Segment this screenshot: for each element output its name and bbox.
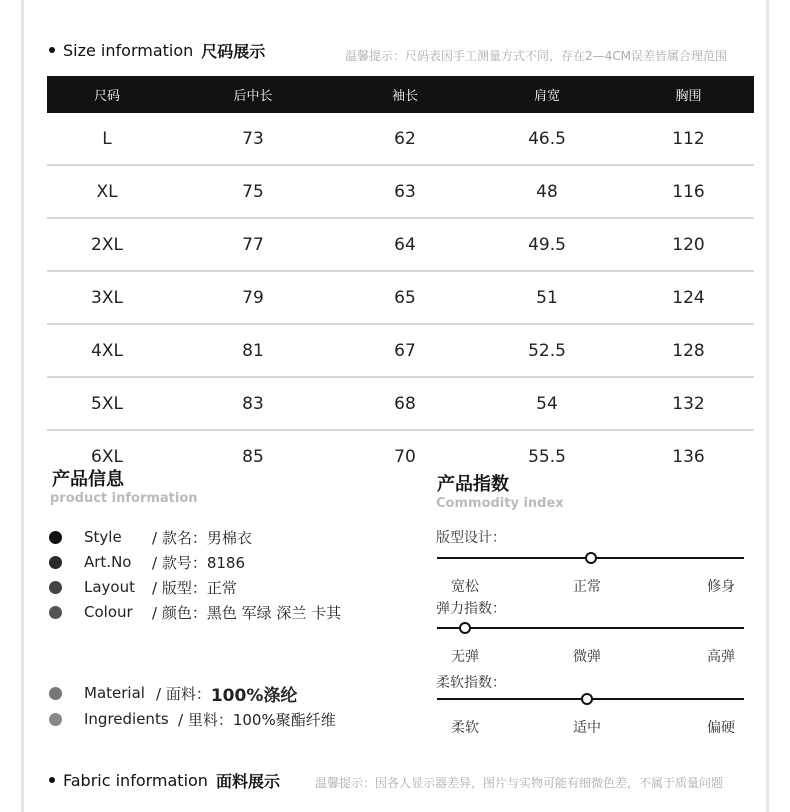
cell-size: L — [47, 113, 167, 165]
cell-back-length: 77 — [167, 218, 339, 271]
index-softness-scale-mid: 适中 — [573, 720, 601, 736]
cell-chest: 116 — [623, 165, 754, 218]
table-row — [47, 377, 754, 430]
attr-layout-cn: / 版型：正常 — [152, 578, 237, 597]
index-softness-track — [437, 698, 744, 700]
cell-shoulder-width: 54 — [471, 377, 623, 430]
table-row — [47, 218, 754, 271]
index-fit-scale-high: 修身 — [707, 579, 735, 595]
cell-back-length: 85 — [242, 446, 264, 467]
cell-back-length: 81 — [167, 324, 339, 377]
table-row — [47, 271, 754, 324]
cell-sleeve-length: 63 — [339, 165, 471, 218]
cell-chest: 128 — [623, 324, 754, 377]
cell-chest: 136 — [672, 446, 705, 467]
cell-size: 4XL — [47, 324, 167, 377]
attr-ingredients-en: Ingredients — [84, 710, 169, 728]
cell-chest: 112 — [623, 113, 754, 165]
cell-shoulder-width: 48 — [471, 165, 623, 218]
index-softness-label: 柔软指数： — [436, 675, 506, 691]
size-tip: 温馨提示：尺码表因手工测量方式不同，存在2—4CM误差皆属合理范围 — [345, 49, 728, 63]
fabric-section-header — [49, 768, 280, 792]
cell-sleeve-length: 67 — [339, 324, 471, 377]
index-elasticity-marker — [459, 622, 471, 634]
attr-material-value: 100%涤纶 — [210, 685, 298, 706]
cell-sleeve-length: 64 — [339, 218, 471, 271]
cell-back-length: 83 — [167, 377, 339, 430]
header-shoulder-width: 肩宽 — [471, 76, 623, 113]
index-fit-label: 版型设计： — [436, 530, 506, 546]
attr-ingredients — [49, 708, 336, 730]
attr-material-en: Material — [84, 684, 145, 702]
index-elasticity-label: 弹力指数： — [436, 601, 506, 617]
size-title-en: Size information — [63, 40, 194, 60]
attr-style-cn: / 款名：男棉衣 — [152, 528, 252, 547]
table-row — [47, 113, 754, 165]
bullet-dot — [49, 581, 62, 594]
attr-art-no — [49, 551, 245, 573]
cell-sleeve-length: 68 — [339, 377, 471, 430]
index-elasticity-scale-low: 无弹 — [451, 649, 479, 665]
cell-shoulder-width: 55.5 — [528, 446, 566, 467]
index-softness-scale — [437, 717, 744, 737]
bullet-dot — [49, 777, 55, 783]
index-softness-scale-low: 柔软 — [451, 720, 479, 736]
header-chest: 胸围 — [623, 76, 754, 113]
product-info-subtitle: product information — [50, 491, 198, 506]
attr-art-no-cn: / 款号：8186 — [152, 553, 245, 572]
cell-size: 2XL — [47, 218, 167, 271]
attr-colour-cn: / 颜色：黑色 军绿 深兰 卡其 — [152, 603, 342, 622]
bullet-dot — [49, 47, 55, 53]
table-row — [47, 430, 754, 482]
cell-chest: 124 — [623, 271, 754, 324]
size-section-header — [49, 38, 265, 62]
cell-chest: 132 — [623, 377, 754, 430]
index-elasticity-track — [437, 627, 744, 629]
header-back-length: 后中长 — [167, 76, 339, 113]
cell-back-length: 79 — [167, 271, 339, 324]
cell-size: 5XL — [47, 377, 167, 430]
cell-size: 6XL — [91, 446, 123, 467]
cell-shoulder-width: 49.5 — [471, 218, 623, 271]
fabric-title-cn: 面料展示 — [215, 771, 280, 791]
attr-colour-en: Colour — [84, 603, 133, 621]
index-elasticity-scale — [437, 646, 744, 666]
bullet-dot — [49, 713, 62, 726]
attr-layout — [49, 576, 237, 598]
index-fit-scale — [437, 576, 744, 596]
bullet-dot — [49, 531, 62, 544]
index-elasticity-scale-mid: 微弹 — [573, 649, 601, 665]
commodity-index-subtitle: Commodity index — [436, 496, 564, 511]
table-row — [47, 324, 754, 377]
attr-art-no-en: Art.No — [84, 553, 132, 571]
commodity-index-title: 产品指数 — [437, 474, 509, 495]
fabric-title-en: Fabric information — [63, 770, 208, 790]
cell-sleeve-length: 65 — [339, 271, 471, 324]
bullet-dot — [49, 556, 62, 569]
attr-style-en: Style — [84, 528, 122, 546]
cell-size: XL — [47, 165, 167, 218]
size-table — [47, 76, 754, 482]
attr-ingredients-cn: / 里料：100%聚酯纤维 — [178, 710, 336, 729]
table-row — [47, 165, 754, 218]
fabric-tip: 温馨提示：因各人显示器差异，图片与实物可能有细微色差，不属于质量问题 — [315, 776, 724, 790]
index-softness-scale-high: 偏硬 — [707, 720, 735, 736]
cell-back-length: 73 — [167, 113, 339, 165]
index-elasticity-scale-high: 高弹 — [707, 649, 735, 665]
cell-sleeve-length: 62 — [339, 113, 471, 165]
attr-style — [49, 526, 252, 548]
bullet-dot — [49, 687, 62, 700]
product-info-title: 产品信息 — [52, 469, 124, 490]
attr-material — [49, 682, 297, 704]
cell-shoulder-width: 52.5 — [471, 324, 623, 377]
cell-size: 3XL — [47, 271, 167, 324]
bullet-dot — [49, 606, 62, 619]
index-fit-marker — [585, 552, 597, 564]
attr-material-cn: / 面料： — [156, 684, 211, 703]
index-fit-track — [437, 557, 744, 559]
header-size: 尺码 — [47, 76, 167, 113]
header-sleeve-length: 袖长 — [339, 76, 471, 113]
attr-layout-en: Layout — [84, 578, 135, 596]
size-table-header-row — [47, 76, 754, 113]
index-fit-scale-mid: 正常 — [573, 579, 601, 595]
cell-sleeve-length: 70 — [394, 446, 416, 467]
cell-shoulder-width: 46.5 — [471, 113, 623, 165]
cell-back-length: 75 — [167, 165, 339, 218]
size-title-cn: 尺码展示 — [201, 41, 266, 61]
attr-colour — [49, 601, 341, 623]
cell-chest: 120 — [623, 218, 754, 271]
index-fit-scale-low: 宽松 — [451, 579, 479, 595]
cell-shoulder-width: 51 — [471, 271, 623, 324]
